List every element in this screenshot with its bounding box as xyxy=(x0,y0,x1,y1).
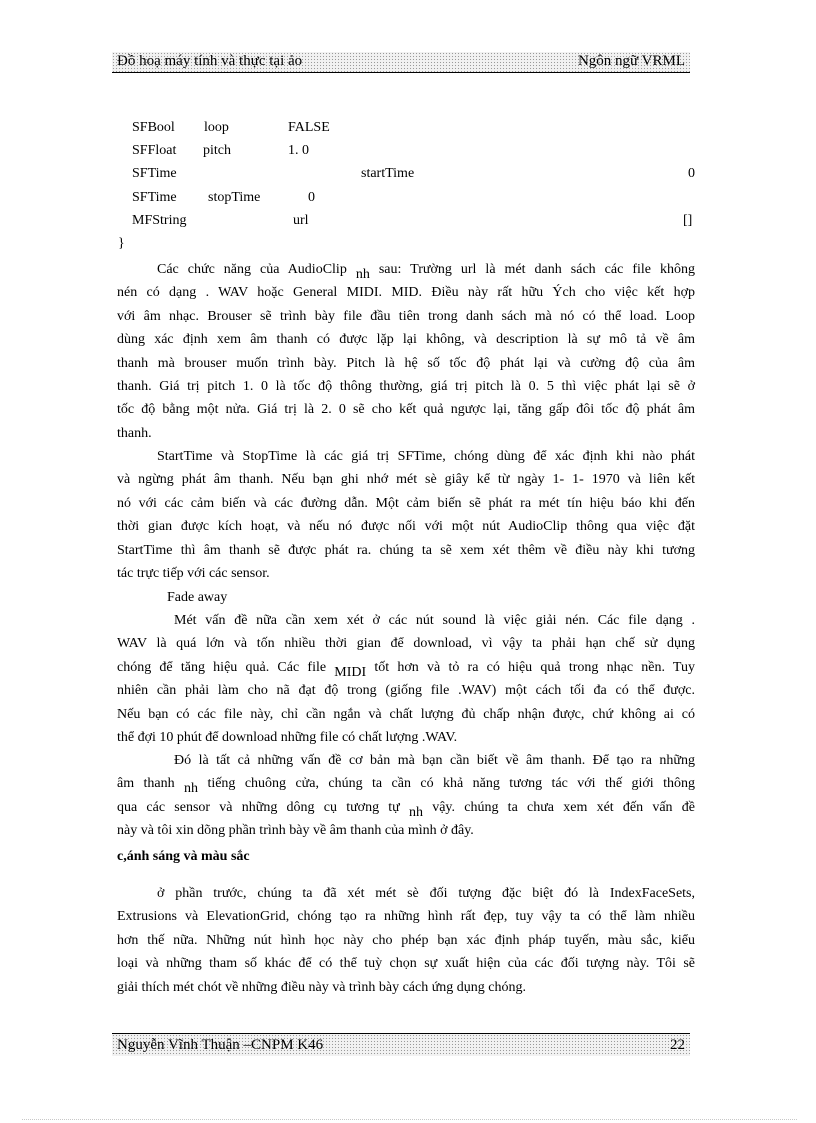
paragraph-line: Nếu bạn có các file này, chỉ cần ngắn và chất lượng đủ chấp nhận được, chứ không ai có xyxy=(117,706,695,722)
paragraph-line: thanh. xyxy=(117,425,152,441)
paragraph-line: Mét vấn đề nữa cần xem xét ở các nút sound là việc giải nén. Các file dạng . xyxy=(174,613,695,628)
paragraph-line: giải thích mét chót về những điều này và trình bày cách ứng dụng chóng. xyxy=(117,979,527,995)
paragraph-line: ở phần trước, chúng ta đã xét mét sè đối tượng đặc biệt đó là IndexFaceSets, xyxy=(157,886,695,901)
code-value: 1. 0 xyxy=(288,143,309,158)
code-closing-brace: } xyxy=(118,236,125,251)
paragraph-line: qua các sensor và những dông cụ tương tự nh vậy. chúng ta chưa xem xét đến vấn đề xyxy=(117,799,695,820)
code-field: pitch xyxy=(203,143,231,158)
paragraph-line: này và tôi xin dõng phần trình bày về âm thanh của mình ở đây. xyxy=(117,823,474,839)
paragraph-line: Extrusions và ElevationGrid, chóng tạo ra những hình rất đẹp, tuy vậy ta có thể làm nhiều xyxy=(117,909,695,925)
paragraph-line: nhiên cần phải làm cho nã đạt độ trong (giống file .WAV) một cách tối đa có thể được. xyxy=(117,683,695,699)
paragraph-line: chóng để tăng hiệu quả. Các file MIDI tốt hơn và tỏ ra có hiệu quả trong nhạc nền. Tuy xyxy=(117,659,695,680)
code-field: loop xyxy=(204,120,229,135)
paragraph-line: nó với các cảm biến và các đường dẫn. Một cảm biến sẽ phát ra mét tín hiệu báo khi đến xyxy=(117,495,695,511)
paragraph-lighting xyxy=(117,882,695,999)
subscript-text: nh xyxy=(355,267,370,282)
paragraph-line: thanh. Giá trị pitch 1. 0 là tốc độ thông thường, giá trị pitch là 0. 5 thì việc phát lại sẽ ở xyxy=(117,378,695,394)
section-heading: c,ánh sáng và màu sắc xyxy=(117,849,250,864)
paragraph-audioclip xyxy=(117,258,695,445)
code-value: 0 xyxy=(688,166,695,181)
code-type: SFTime xyxy=(132,166,177,181)
fade-away-label: Fade away xyxy=(167,590,228,605)
code-field: stopTime xyxy=(208,190,261,205)
paragraph-line: loại và những tham số khác để có thể tuỳ chọn sự xuất hiện của các đối tượng này. Tôi sẽ xyxy=(117,956,695,972)
paragraph-line: dùng xác định xem âm thanh có được lặp lại không, và description là sự mô tả về âm xyxy=(117,332,695,348)
paragraph-fade-away xyxy=(117,609,695,749)
page-number: 22 xyxy=(670,1037,685,1053)
paragraph-line: StartTime và StopTime là các giá trị SFTime, chóng dùng để xác định khi nào phát xyxy=(157,449,695,464)
page-bottom-divider xyxy=(22,1119,797,1120)
code-value: FALSE xyxy=(288,120,330,135)
code-type: SFBool xyxy=(132,120,175,135)
paragraph-line: hơn thế nữa. Những nút hình học này cho phép bạn xác định pháp tuyến, màu sắc, kiểu xyxy=(117,932,695,948)
paragraph-line: tốc độ bằng một nửa. Giá trị là 2. 0 sẽ cho kết quả ngược lại, tăng gấp đôi tốc độ phát âm xyxy=(117,402,695,418)
page-header xyxy=(112,52,690,73)
header-title: Đồ hoạ máy tính và thực tại ảo xyxy=(117,53,303,69)
paragraph-line: StartTime thì âm thanh sẽ được phát ra. chúng ta sẽ xem xét thêm về điều này khi tương xyxy=(117,542,695,558)
paragraph-starttime xyxy=(117,445,695,585)
paragraph-line: và ngừng phát âm thanh. Nếu bạn ghi nhớ mét sè giây kể từ ngày 1- 1- 1970 và liên kết xyxy=(117,472,695,488)
page-footer xyxy=(112,1033,690,1056)
paragraph-line: thanh mà brouser muốn trình bày. Pitch là hệ số tốc độ phát lại và cường độ của âm xyxy=(117,355,695,371)
paragraph-line: Các chức năng của AudioClip nh sau: Trường url là mét danh sách các file không xyxy=(157,262,695,282)
code-type: SFTime xyxy=(132,190,177,205)
subscript-text: nh xyxy=(184,781,199,797)
paragraph-line: với âm nhạc. Brouser sẽ trình bày file đầu tiên trong danh sách mà nó có thể load. Loop xyxy=(117,308,695,324)
code-type: SFFloat xyxy=(132,143,177,158)
paragraph-line: âm thanh nh tiếng chuông cửa, chúng ta cần có khả năng tương tác với thế giới thông xyxy=(117,776,695,797)
paragraph-line: WAV là quá lớn và tốn nhiều thời gian để download, vì vậy ta phải hạn chế sử dụng xyxy=(117,636,695,652)
subscript-text: MIDI xyxy=(334,664,367,680)
paragraph-line: nén có dạng . WAV hoặc General MIDI. MID. Điều này rất hữu Ých cho việc kết hợp xyxy=(117,285,695,301)
paragraph-line: thể đợi 10 phút để download những file có chất lượng .WAV. xyxy=(117,729,458,745)
code-value: 0 xyxy=(308,190,315,205)
footer-author: Nguyễn Vĩnh Thuận –CNPM K46 xyxy=(117,1037,324,1053)
paragraph-summary xyxy=(117,749,695,843)
paragraph-line: Đó là tất cả những vấn đề cơ bản mà bạn cần biết về âm thanh. Để tạo ra những xyxy=(174,753,695,768)
code-value: [] xyxy=(683,213,693,228)
code-field: url xyxy=(293,213,309,228)
header-chapter: Ngôn ngữ VRML xyxy=(577,53,685,69)
paragraph-line: tác trực tiếp với các sensor. xyxy=(117,565,270,581)
code-type: MFString xyxy=(132,213,187,228)
code-field: startTime xyxy=(361,166,415,181)
paragraph-line: thời gian được kích hoạt, và nếu nó được nối với một nút AudioClip thông qua việc đặt xyxy=(117,519,695,535)
subscript-text: nh xyxy=(409,804,423,820)
